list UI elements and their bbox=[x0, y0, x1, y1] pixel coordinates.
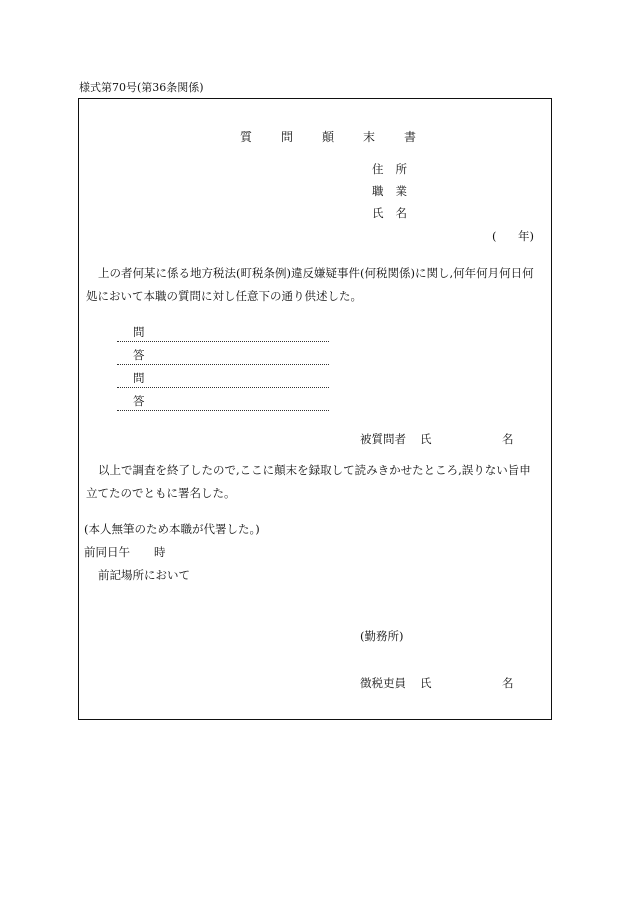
paragraph1-line2: 処において本職の質問に対し任意下の通り供述した。 bbox=[86, 289, 362, 303]
respondent-name-label-end: 名 bbox=[502, 432, 514, 446]
official-name-label: 氏 bbox=[420, 676, 432, 690]
answer-line bbox=[117, 341, 329, 342]
form-frame bbox=[78, 98, 552, 720]
respondent-label: 被質問者 bbox=[360, 432, 406, 446]
respondent-name-label: 氏 bbox=[420, 432, 432, 446]
form-number: 様式第70号(第36条関係) bbox=[79, 81, 204, 94]
address-label: 住所 bbox=[372, 162, 419, 176]
paragraph1-line1: 上の者何某に係る地方税法(町税条例)違反嫌疑事件(何税関係)に関し,何年何月何日何 bbox=[98, 266, 534, 280]
paragraph2-line1: 以上で調査を終了したので,ここに顛末を録取して読みきかせたところ,誤りない旨申 bbox=[98, 463, 531, 477]
question-label: 問 bbox=[133, 325, 145, 339]
place-text: 前記場所において bbox=[98, 568, 190, 582]
answer-line bbox=[117, 364, 329, 365]
answer-label: 答 bbox=[133, 348, 145, 362]
question-label: 問 bbox=[133, 371, 145, 385]
age-open-paren: ( bbox=[492, 229, 497, 243]
official-name-label-end: 名 bbox=[502, 676, 514, 690]
office-label: (勤務所) bbox=[360, 629, 404, 643]
proxy-signature-note: (本人無筆のため本職が代署した。) bbox=[84, 522, 260, 536]
answer-line bbox=[117, 410, 329, 411]
name-label: 氏名 bbox=[372, 206, 419, 220]
date-label: 前同日午 bbox=[84, 545, 130, 559]
official-label: 徴税吏員 bbox=[360, 676, 406, 690]
answer-label: 答 bbox=[133, 394, 145, 408]
document-title: 質問顛末書 bbox=[240, 130, 446, 144]
answer-line bbox=[117, 387, 329, 388]
age-label: 年) bbox=[518, 229, 534, 243]
occupation-label: 職業 bbox=[372, 184, 419, 198]
time-label: 時 bbox=[154, 545, 166, 559]
paragraph2-line2: 立てたのでともに署名した。 bbox=[86, 486, 236, 500]
